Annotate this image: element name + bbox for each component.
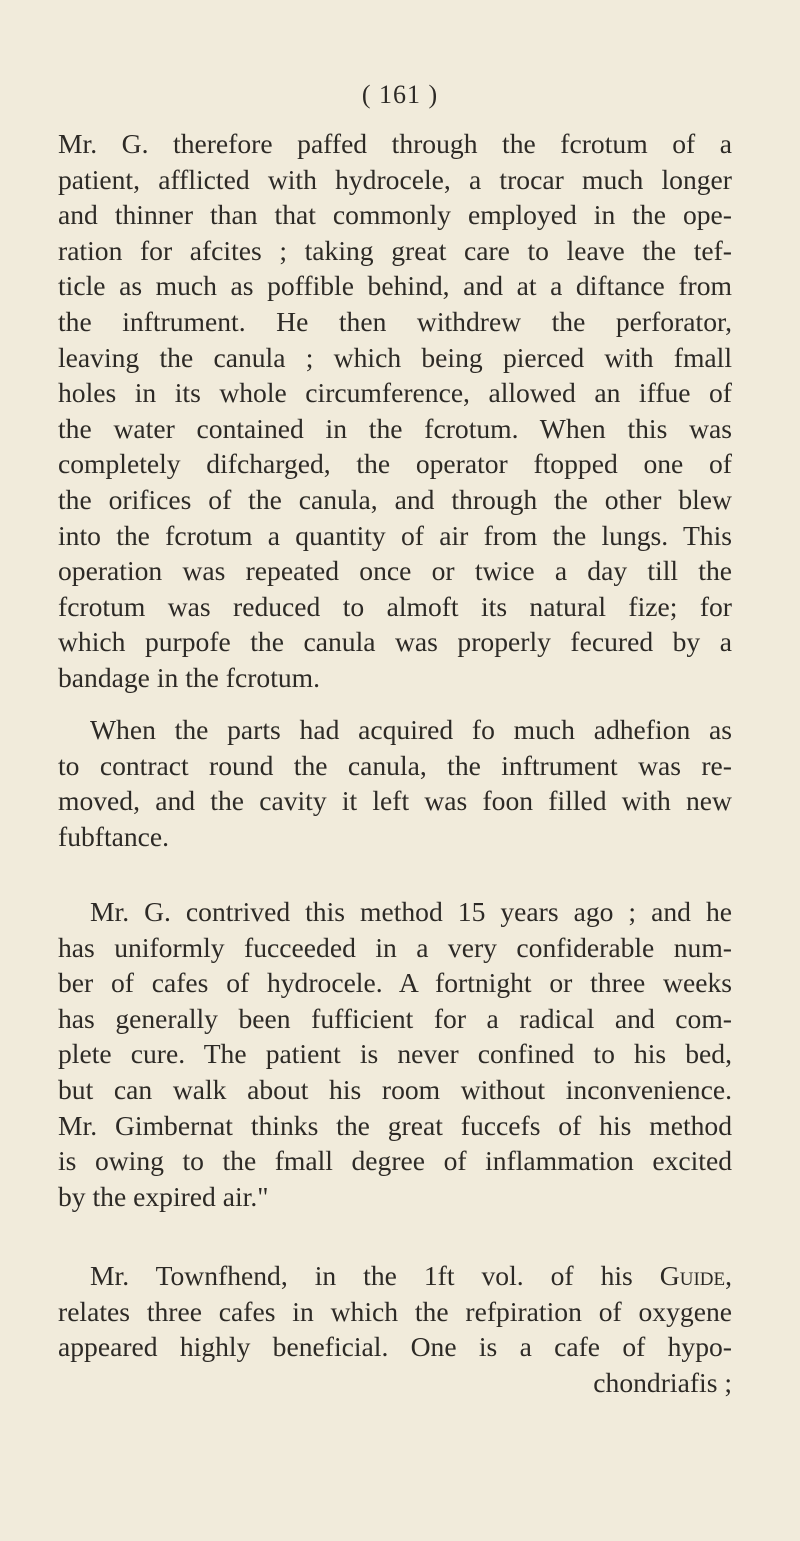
paragraph-2 [58,712,732,854]
text-line: into the fcrotum a quantity of air from the lungs. This [58,519,732,551]
text-line: operation was repeated once or twice a day till the [58,555,732,587]
text-line: ration for afcites ; taking great care to leave the tef- [58,234,732,266]
text-line: ticle as much as poffible behind, and at a diftance from [58,270,732,302]
text-line: to contract round the canula, the inftrument was re- [58,749,732,781]
book-title: Guide, [659,1260,732,1291]
text-line: plete cure. The patient is never confined to his bed, [58,1038,732,1070]
text-line: the water contained in the fcrotum. When this was [58,412,732,444]
text-line: chondriafis ; [593,1366,732,1398]
text-line: the inftrument. He then withdrew the perforator, [58,305,732,337]
text-line: appeared highly beneficial. One is a cafe of hypo- [58,1331,732,1363]
text-line: and thinner than that commonly employed in the ope- [58,199,732,231]
text-line: has uniformly fucceeded in a very confiderable num- [58,931,732,963]
text-line: has generally been fufficient for a radical and com- [58,1002,732,1034]
text-line: bandage in the fcrotum. [58,661,321,693]
text-line: Mr. Gimbernat thinks the great fuccefs of his method [58,1109,732,1141]
text-line: When the parts had acquired fo much adhefion as [90,714,732,745]
text-line: Mr. G. therefore paffed through the fcrotum of a [58,128,732,159]
text-line: leaving the canula ; which being pierced with fmall [58,341,732,373]
text-line: ber of cafes of hydrocele. A fortnight or three weeks [58,967,732,999]
text-line: patient, afflicted with hydrocele, a trocar much longer [58,163,732,195]
text-line: completely difcharged, the operator ftopped one of [58,448,732,480]
text-line: moved, and the cavity it left was foon filled with new [58,785,732,817]
text-line: holes in its whole circumference, allowed an iffue of [58,377,732,409]
text-line: but can walk about his room without inconvenience. [58,1073,732,1105]
text-line: which purpofe the canula was properly fecured by a [58,626,732,658]
text-line: by the expired air." [58,1180,269,1212]
text-segment: Mr. Townfhend, in the 1ft vol. of his [90,1260,633,1291]
text-line: fcrotum was reduced to almoft its natural fize; for [58,590,732,622]
page-number: ( 161 ) [361,80,439,109]
text-line: relates three cafes in which the refpiration of oxygene [58,1295,732,1327]
text-line [58,1258,732,1294]
text-line: fubftance. [58,820,170,852]
text-line: the orifices of the canula, and through the other blew [58,483,732,515]
paragraph-3 [58,894,732,1214]
text-line: is owing to the fmall degree of inflammation excited [58,1145,732,1177]
paragraph-4 [58,1258,732,1400]
text-line: Mr. G. contrived this method 15 years ago ; and he [90,896,732,927]
paragraph-1 [58,126,732,696]
